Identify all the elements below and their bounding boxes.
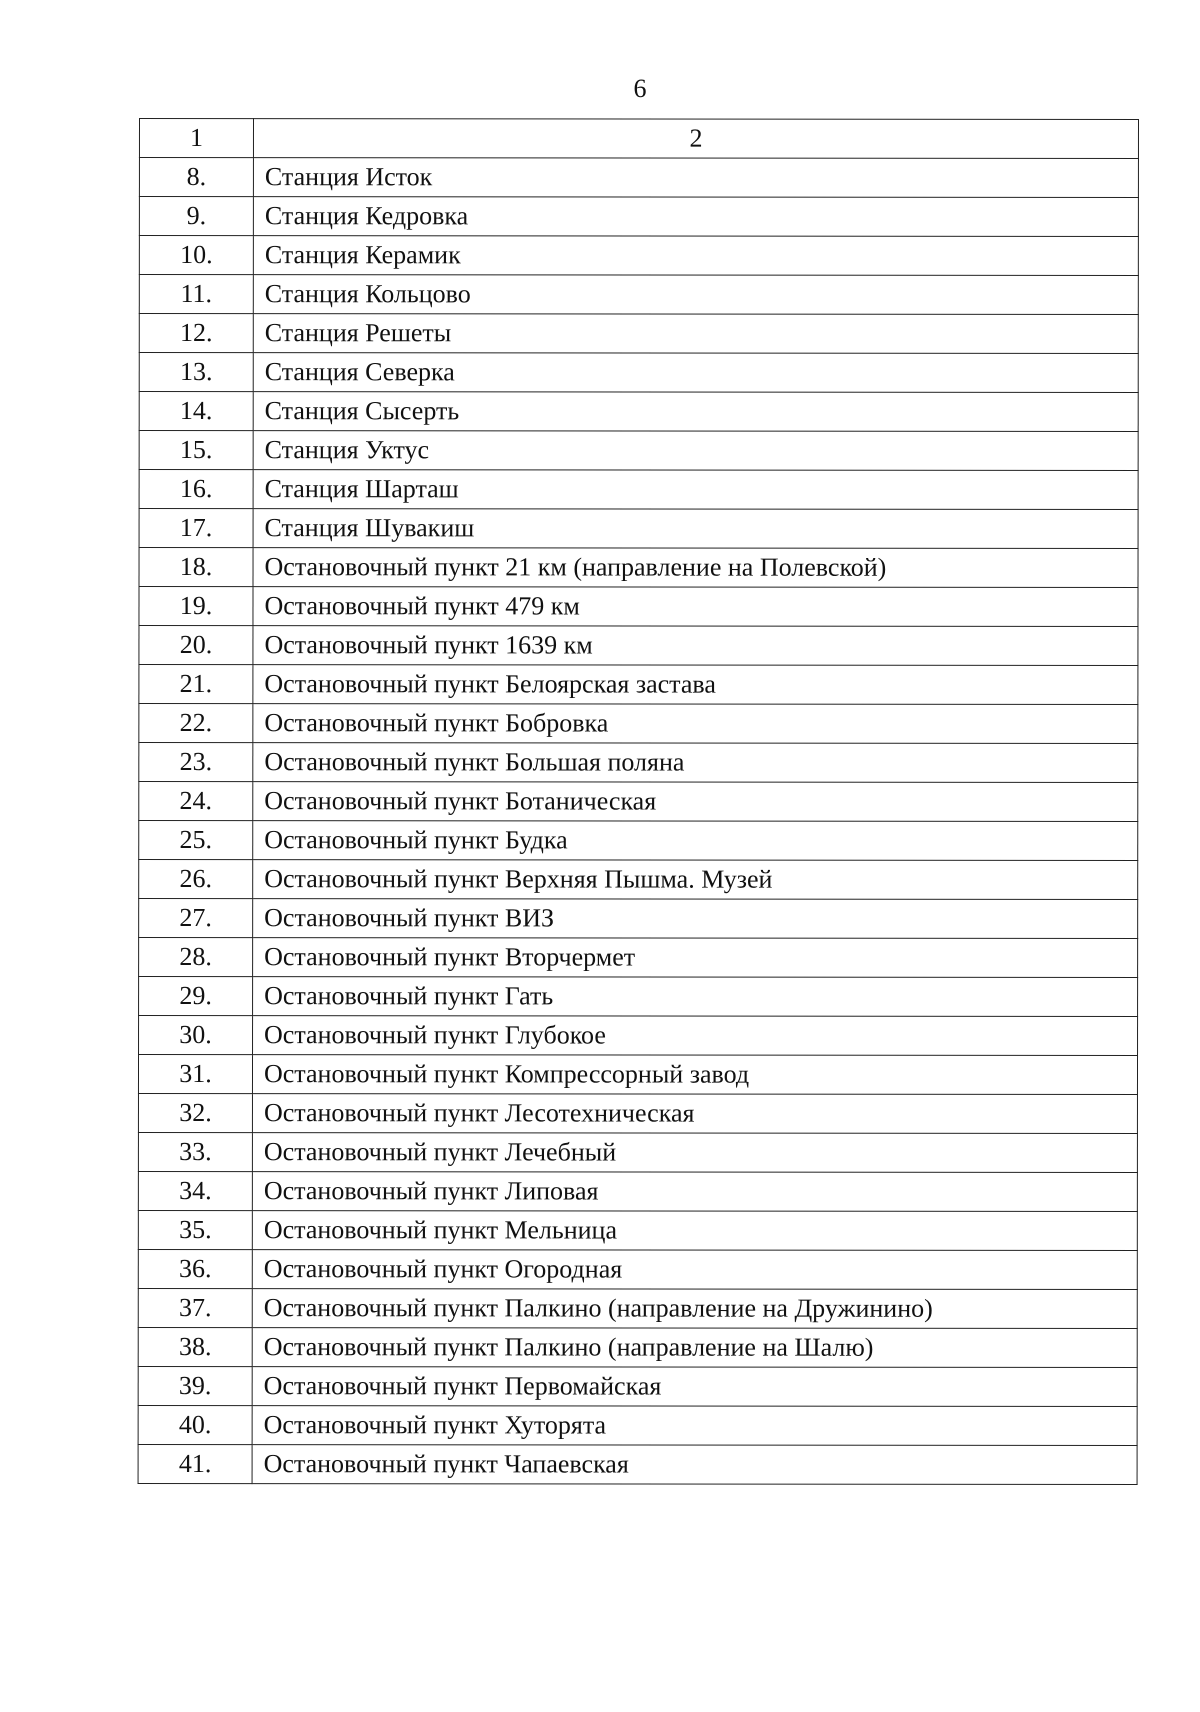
row-number: 36. [138, 1249, 252, 1288]
table-row [138, 1249, 1137, 1289]
table-row [138, 1288, 1137, 1328]
table-row [138, 1210, 1137, 1250]
table-row [139, 899, 1138, 939]
header-col-2: 2 [253, 119, 1138, 159]
row-number: 20. [139, 626, 253, 665]
table-row [139, 197, 1138, 237]
row-station-name: Остановочный пункт Ботаническая [253, 782, 1138, 822]
row-station-name: Остановочный пункт Мельница [252, 1211, 1137, 1251]
row-station-name: Остановочный пункт Будка [253, 821, 1138, 861]
table-row [139, 314, 1138, 354]
row-number: 17. [139, 509, 253, 548]
header-col-1: 1 [139, 119, 253, 158]
row-number: 18. [139, 548, 253, 587]
table-row [138, 1055, 1137, 1095]
row-number: 19. [139, 587, 253, 626]
row-station-name: Остановочный пункт 1639 км [253, 626, 1138, 666]
table-row [138, 1172, 1137, 1212]
row-number: 9. [139, 197, 253, 236]
table-row [138, 1405, 1137, 1445]
row-station-name: Остановочный пункт Верхняя Пышма. Музей [253, 860, 1138, 900]
table-row [139, 704, 1138, 744]
table-row [139, 626, 1138, 666]
table-row [139, 743, 1138, 783]
row-number: 30. [139, 1016, 253, 1055]
row-station-name: Остановочный пункт Вторчермет [253, 938, 1138, 978]
page-number: 6 [633, 74, 647, 103]
table-row [139, 821, 1138, 861]
row-number: 8. [139, 158, 253, 197]
table-row [139, 977, 1138, 1017]
row-station-name: Остановочный пункт Бобровка [253, 704, 1138, 744]
table-row [138, 1366, 1137, 1406]
row-number: 40. [138, 1405, 252, 1444]
row-number: 33. [138, 1133, 252, 1172]
row-number: 12. [139, 314, 253, 353]
row-station-name: Остановочный пункт 479 км [253, 587, 1138, 627]
table-body [138, 119, 1138, 1485]
row-number: 22. [139, 704, 253, 743]
table-row [138, 1133, 1137, 1173]
row-station-name: Остановочный пункт Компрессорный завод [252, 1055, 1137, 1095]
row-station-name: Станция Кедровка [253, 197, 1138, 237]
row-number: 13. [139, 353, 253, 392]
row-number: 10. [139, 236, 253, 275]
table-row [139, 782, 1138, 822]
table-row [139, 1016, 1138, 1056]
row-station-name: Остановочный пункт 21 км (направление на Полевской) [253, 548, 1138, 588]
row-station-name: Остановочный пункт Белоярская застава [253, 665, 1138, 705]
row-number: 15. [139, 431, 253, 470]
table-row [139, 275, 1138, 315]
row-number: 29. [139, 977, 253, 1016]
row-station-name: Остановочный пункт ВИЗ [253, 899, 1138, 939]
table-row [139, 353, 1138, 393]
row-number: 11. [139, 275, 253, 314]
row-station-name: Станция Кольцово [253, 275, 1138, 315]
row-number: 23. [139, 743, 253, 782]
table-row [139, 470, 1138, 510]
row-station-name: Остановочный пункт Чапаевская [252, 1445, 1137, 1485]
table-row [139, 509, 1138, 549]
table-row [139, 587, 1138, 627]
table-row [139, 431, 1138, 471]
table-header-row [139, 119, 1138, 159]
row-number: 16. [139, 470, 253, 509]
table-row [139, 665, 1138, 705]
row-number: 32. [138, 1094, 252, 1133]
table-row [138, 1327, 1137, 1367]
table-row [139, 938, 1138, 978]
row-number: 24. [139, 782, 253, 821]
row-station-name: Остановочный пункт Глубокое [253, 1016, 1138, 1056]
table-row [138, 1094, 1137, 1134]
row-station-name: Остановочный пункт Большая поляна [253, 743, 1138, 783]
table-row [139, 236, 1138, 276]
row-number: 39. [138, 1366, 252, 1405]
table-row [139, 392, 1138, 432]
row-number: 37. [138, 1288, 252, 1327]
row-station-name: Остановочный пункт Палкино (направление на Дружинино) [252, 1289, 1137, 1329]
row-number: 21. [139, 665, 253, 704]
row-number: 34. [138, 1172, 252, 1211]
table-row [138, 1444, 1137, 1484]
stations-table [138, 118, 1139, 1485]
table-row [139, 860, 1138, 900]
row-station-name: Станция Северка [253, 353, 1138, 393]
row-station-name: Станция Решеты [253, 314, 1138, 354]
row-station-name: Станция Шувакиш [253, 509, 1138, 549]
row-station-name: Станция Исток [253, 158, 1138, 198]
table-row [139, 548, 1138, 588]
table-row [139, 158, 1138, 198]
row-station-name: Станция Уктус [253, 431, 1138, 471]
row-number: 38. [138, 1327, 252, 1366]
row-station-name: Станция Керамик [253, 236, 1138, 276]
row-number: 28. [139, 938, 253, 977]
row-station-name: Остановочный пункт Гать [253, 977, 1138, 1017]
row-number: 14. [139, 392, 253, 431]
row-number: 31. [138, 1055, 252, 1094]
row-station-name: Станция Сысерть [253, 392, 1138, 432]
row-station-name: Остановочный пункт Хуторята [252, 1406, 1137, 1446]
row-station-name: Остановочный пункт Палкино (направление на Шалю) [252, 1328, 1137, 1368]
row-station-name: Остановочный пункт Огородная [252, 1250, 1137, 1290]
row-number: 35. [138, 1210, 252, 1249]
row-station-name: Остановочный пункт Лесотехническая [252, 1094, 1137, 1134]
row-number: 27. [139, 899, 253, 938]
row-station-name: Остановочный пункт Первомайская [252, 1367, 1137, 1407]
row-number: 26. [139, 860, 253, 899]
row-station-name: Остановочный пункт Липовая [252, 1172, 1137, 1212]
row-station-name: Станция Шарташ [253, 470, 1138, 510]
row-station-name: Остановочный пункт Лечебный [252, 1133, 1137, 1173]
row-number: 25. [139, 821, 253, 860]
row-number: 41. [138, 1444, 252, 1483]
